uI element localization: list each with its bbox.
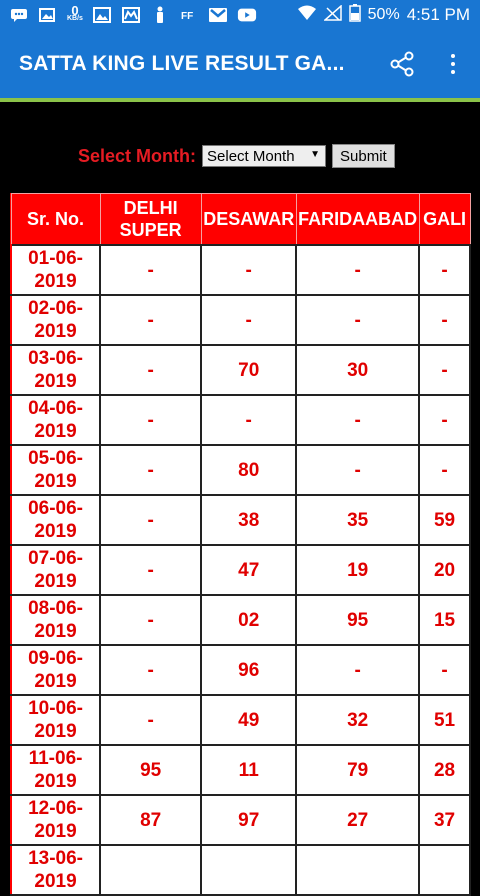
month-select-value: Select Month	[207, 147, 295, 165]
date-cell: 05-06- 2019	[11, 445, 100, 495]
header-sr-no: Sr. No.	[11, 194, 100, 246]
gali-cell: -	[419, 245, 470, 295]
gali-cell: 59	[419, 495, 470, 545]
faridaabad-cell: 27	[296, 795, 419, 845]
share-button[interactable]	[388, 50, 416, 78]
table-row	[11, 295, 470, 345]
status-bar	[0, 0, 480, 30]
desawar-cell: 80	[201, 445, 296, 495]
desawar-cell	[201, 845, 296, 895]
faridaabad-cell: -	[296, 445, 419, 495]
table-row	[11, 595, 470, 645]
youtube-icon	[237, 7, 257, 23]
delhi-super-cell: -	[100, 545, 201, 595]
svg-text:FF: FF	[180, 11, 194, 22]
date-cell: 13-06- 2019	[11, 845, 100, 895]
network-speed: 0 KB/s	[67, 3, 83, 22]
delhi-super-cell: -	[100, 345, 201, 395]
image-check-icon	[38, 7, 58, 23]
delhi-super-cell: -	[100, 445, 201, 495]
delhi-super-cell: -	[100, 245, 201, 295]
ff-icon	[179, 7, 199, 23]
delhi-super-cell: 87	[100, 795, 201, 845]
month-label: Select Month:	[78, 145, 197, 166]
gali-cell: -	[419, 295, 470, 345]
date-cell: 04-06- 2019	[11, 395, 100, 445]
desawar-cell: 49	[201, 695, 296, 745]
delhi-super-cell	[100, 845, 201, 895]
faridaabad-cell: -	[296, 395, 419, 445]
delhi-super-cell: -	[100, 295, 201, 345]
faridaabad-cell: 79	[296, 745, 419, 795]
app-bar	[0, 30, 480, 102]
app-title: SATTA KING LIVE RESULT GA...	[19, 52, 345, 75]
faridaabad-cell: -	[296, 295, 419, 345]
table-row	[11, 495, 470, 545]
gali-cell: -	[419, 645, 470, 695]
date-cell: 12-06- 2019	[11, 795, 100, 845]
table-header-row	[11, 194, 470, 246]
month-select[interactable]	[202, 145, 326, 167]
desawar-cell: 02	[201, 595, 296, 645]
table-row	[11, 695, 470, 745]
delhi-super-cell: -	[100, 595, 201, 645]
more-options-button[interactable]	[442, 50, 464, 78]
desawar-cell: 47	[201, 545, 296, 595]
desawar-cell: 38	[201, 495, 296, 545]
date-cell: 11-06- 2019	[11, 745, 100, 795]
delhi-super-cell: -	[100, 495, 201, 545]
header-faridaabad: FARIDAABAD	[296, 194, 419, 246]
table-row	[11, 445, 470, 495]
gali-cell: -	[419, 445, 470, 495]
gali-cell: 51	[419, 695, 470, 745]
date-cell: 07-06- 2019	[11, 545, 100, 595]
date-cell: 03-06- 2019	[11, 345, 100, 395]
table-row	[11, 845, 470, 895]
delhi-super-cell: -	[100, 645, 201, 695]
faridaabad-cell: 32	[296, 695, 419, 745]
desawar-cell: -	[201, 395, 296, 445]
header-gali: GALI	[419, 194, 470, 246]
battery-percent: 50%	[367, 6, 400, 23]
desawar-cell: -	[201, 245, 296, 295]
date-cell: 08-06- 2019	[11, 595, 100, 645]
desawar-cell: -	[201, 295, 296, 345]
faridaabad-cell: -	[296, 245, 419, 295]
faridaabad-cell: -	[296, 645, 419, 695]
desawar-cell: 70	[201, 345, 296, 395]
table-row	[11, 245, 470, 295]
gali-cell	[419, 845, 470, 895]
table-row	[11, 745, 470, 795]
date-cell: 09-06- 2019	[11, 645, 100, 695]
delhi-super-cell: -	[100, 695, 201, 745]
table-row	[11, 545, 470, 595]
faridaabad-cell: 19	[296, 545, 419, 595]
battery-icon	[349, 4, 361, 27]
wifi-icon	[297, 5, 317, 26]
date-cell: 01-06- 2019	[11, 245, 100, 295]
person-icon	[150, 7, 170, 23]
more-vert-icon	[451, 54, 455, 58]
submit-button[interactable]: Submit	[332, 144, 395, 168]
gali-cell: -	[419, 395, 470, 445]
desawar-cell: 11	[201, 745, 296, 795]
message-icon	[9, 7, 29, 23]
header-desawar: DESAWAR	[201, 194, 296, 246]
gali-cell: 15	[419, 595, 470, 645]
faridaabad-cell	[296, 845, 419, 895]
gali-cell: 28	[419, 745, 470, 795]
table-row	[11, 395, 470, 445]
share-icon	[388, 50, 416, 78]
date-cell: 10-06- 2019	[11, 695, 100, 745]
delhi-super-cell: -	[100, 395, 201, 445]
gallery-icon	[92, 7, 112, 23]
faridaabad-cell: 35	[296, 495, 419, 545]
gali-cell: 20	[419, 545, 470, 595]
signal-off-icon	[324, 5, 342, 26]
date-cell: 02-06- 2019	[11, 295, 100, 345]
month-filter	[78, 143, 395, 169]
table-row	[11, 645, 470, 695]
table-row	[11, 795, 470, 845]
date-cell: 06-06- 2019	[11, 495, 100, 545]
clock: 4:51 PM	[406, 5, 470, 24]
results-table	[10, 193, 471, 896]
dropdown-arrow-icon: ▼	[310, 149, 321, 160]
desawar-cell: 97	[201, 795, 296, 845]
mail-box-icon	[121, 7, 141, 23]
delhi-super-cell: 95	[100, 745, 201, 795]
table-row	[11, 345, 470, 395]
gali-cell: 37	[419, 795, 470, 845]
header-delhi-super: DELHI SUPER	[100, 194, 201, 246]
faridaabad-cell: 95	[296, 595, 419, 645]
gali-cell: -	[419, 345, 470, 395]
gmail-icon	[208, 7, 228, 23]
desawar-cell: 96	[201, 645, 296, 695]
faridaabad-cell: 30	[296, 345, 419, 395]
